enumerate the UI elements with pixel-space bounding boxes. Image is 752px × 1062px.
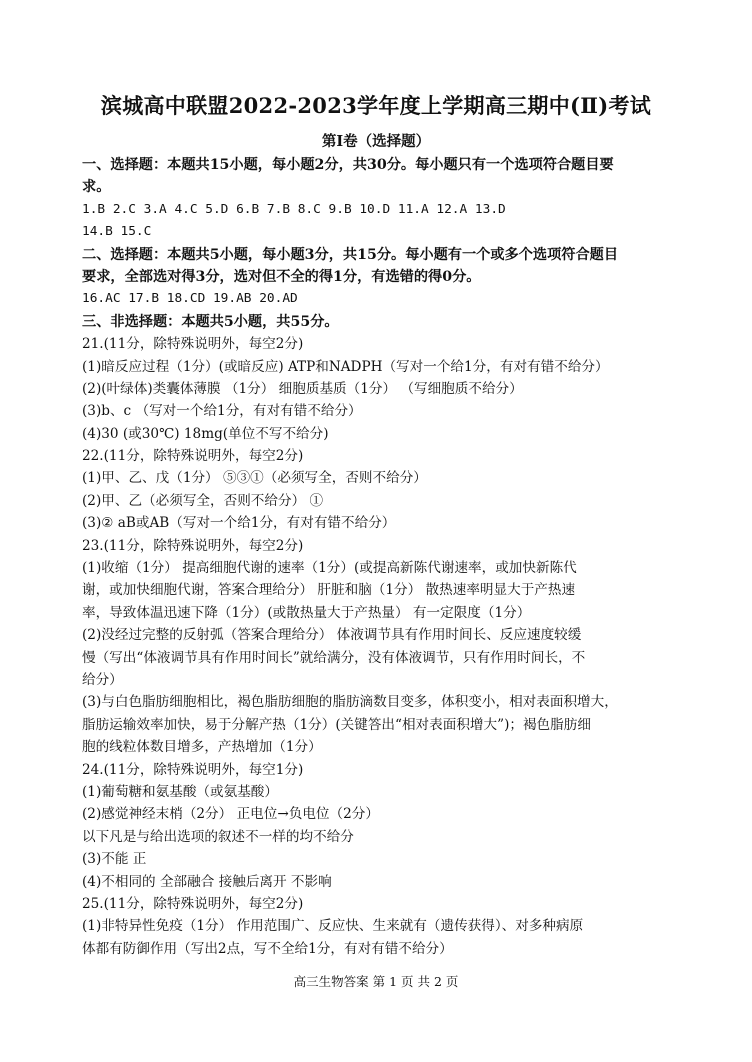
answer-line: 25.(11分，除特殊说明外，每空2分) (82, 895, 304, 912)
section-heading: 三、非选择题：本题共5小题，共55分。 (82, 313, 339, 330)
answer-line: (1)收缩（1分） 提高细胞代谢的速率（1分）(或提高新陈代谢速率，或加快新陈代 (82, 560, 577, 577)
answer-line: 22.(11分，除特殊说明外，每空2分) (82, 448, 304, 465)
answer-line: 21.(11分，除特殊说明外，每空2分) (82, 336, 304, 353)
answer-line: (1)葡萄糖和氨基酸（或氨基酸） (82, 783, 278, 800)
answer-line: 16.AC 17.B 18.CD 19.AB 20.AD (82, 291, 298, 307)
answer-line: 体都有防御作用（写出2点，写不全给1分，有对有错不给分） (82, 940, 453, 957)
answer-line: (3)② aB或AB（写对一个给1分，有对有错不给分） (82, 515, 396, 532)
answer-line: (3)不能 正 (82, 851, 147, 868)
section-subtitle: 第Ⅰ卷（选择题） (321, 133, 431, 150)
answer-line: (3)b、c （写对一个给1分，有对有错不给分） (82, 403, 362, 420)
section-heading: 二、选择题：本题共5小题，每小题3分，共15分。每小题有一个或多个选项符合题目 (82, 246, 619, 263)
answer-line: (4)不相同的 全部融合 接触后离开 不影响 (82, 873, 332, 890)
answer-line: 脂肪运输效率加快，易于分解产热（1分）(关键答出“相对表面积增大”)；褐色脂肪细 (82, 716, 591, 733)
answer-line: (3)与白色脂肪细胞相比，褐色脂肪细胞的脂肪滴数目变多，体积变小，相对表面积增大， (82, 694, 618, 711)
answer-line: (2)(叶绿体)类囊体薄膜 （1分） 细胞质基质（1分） （写细胞质不给分） (82, 380, 523, 397)
answer-line: (1)甲、乙、戊（1分） ⑤③①（必须写全，否则不给分） (82, 470, 427, 487)
answer-line: 慢（写出“体液调节具有作用时间长”就给满分，没有体液调节，只有作用时间长，不 (82, 649, 586, 666)
answer-body (82, 154, 672, 960)
section-heading: 一、选择题：本题共15小题，每小题2分，共30分。每小题只有一个选项符合题目要 (82, 157, 614, 173)
answer-line: (2)没经过完整的反射弧（答案合理给分） 体液调节具有作用时间长、反应速度较缓 (82, 627, 582, 644)
answer-line: 14.B 15.C (82, 224, 152, 240)
page-footer: 高三生物答案 第 1 页 共 2 页 (293, 974, 459, 989)
section-heading: 求。 (82, 179, 111, 196)
answer-line: 24.(11分，除特殊说明外，每空1分) (82, 761, 304, 778)
answer-line: 23.(11分，除特殊说明外，每空2分) (82, 537, 304, 554)
answer-line: (2)感觉神经末梢（2分） 正电位→负电位（2分） (82, 806, 379, 823)
answer-line: 以下凡是与给出选项的叙述不一样的均不给分 (82, 828, 354, 845)
answer-line: (1)暗反应过程（1分）(或暗反应) ATP和NADPH（写对一个给1分，有对有错不给分） (82, 358, 609, 375)
answer-line: 给分） (82, 671, 123, 688)
answer-line: 谢，或加快细胞代谢，答案合理给分） 肝脏和脑（1分） 散热速率明显大于产热速 (82, 582, 576, 599)
answer-line: 胞的线粒体数目增多，产热增加（1分） (82, 739, 322, 756)
page-title: 滨城高中联盟2022-2023学年度上学期高三期中(Ⅱ)考试 (100, 93, 652, 118)
answer-line: (4)30 (或30℃) 18mg(单位不写不给分) (82, 425, 329, 442)
section-heading: 要求，全部选对得3分，选对但不全的得1分，有选错的得0分。 (82, 268, 481, 285)
answer-line: (2)甲、乙（必须写全，否则不给分） ① (82, 492, 324, 509)
answer-line: 率，导致体温迅速下降（1分）(或散热量大于产热量） 有一定限度（1分） (82, 604, 531, 621)
answer-line: 1.B 2.C 3.A 4.C 5.D 6.B 7.B 8.C 9.B 10.D 11.A 12.A 13.D (82, 201, 506, 217)
answer-line: (1)非特异性免疫（1分） 作用范围广、反应快、生来就有（遗传获得）、对多种病原 (82, 918, 584, 935)
